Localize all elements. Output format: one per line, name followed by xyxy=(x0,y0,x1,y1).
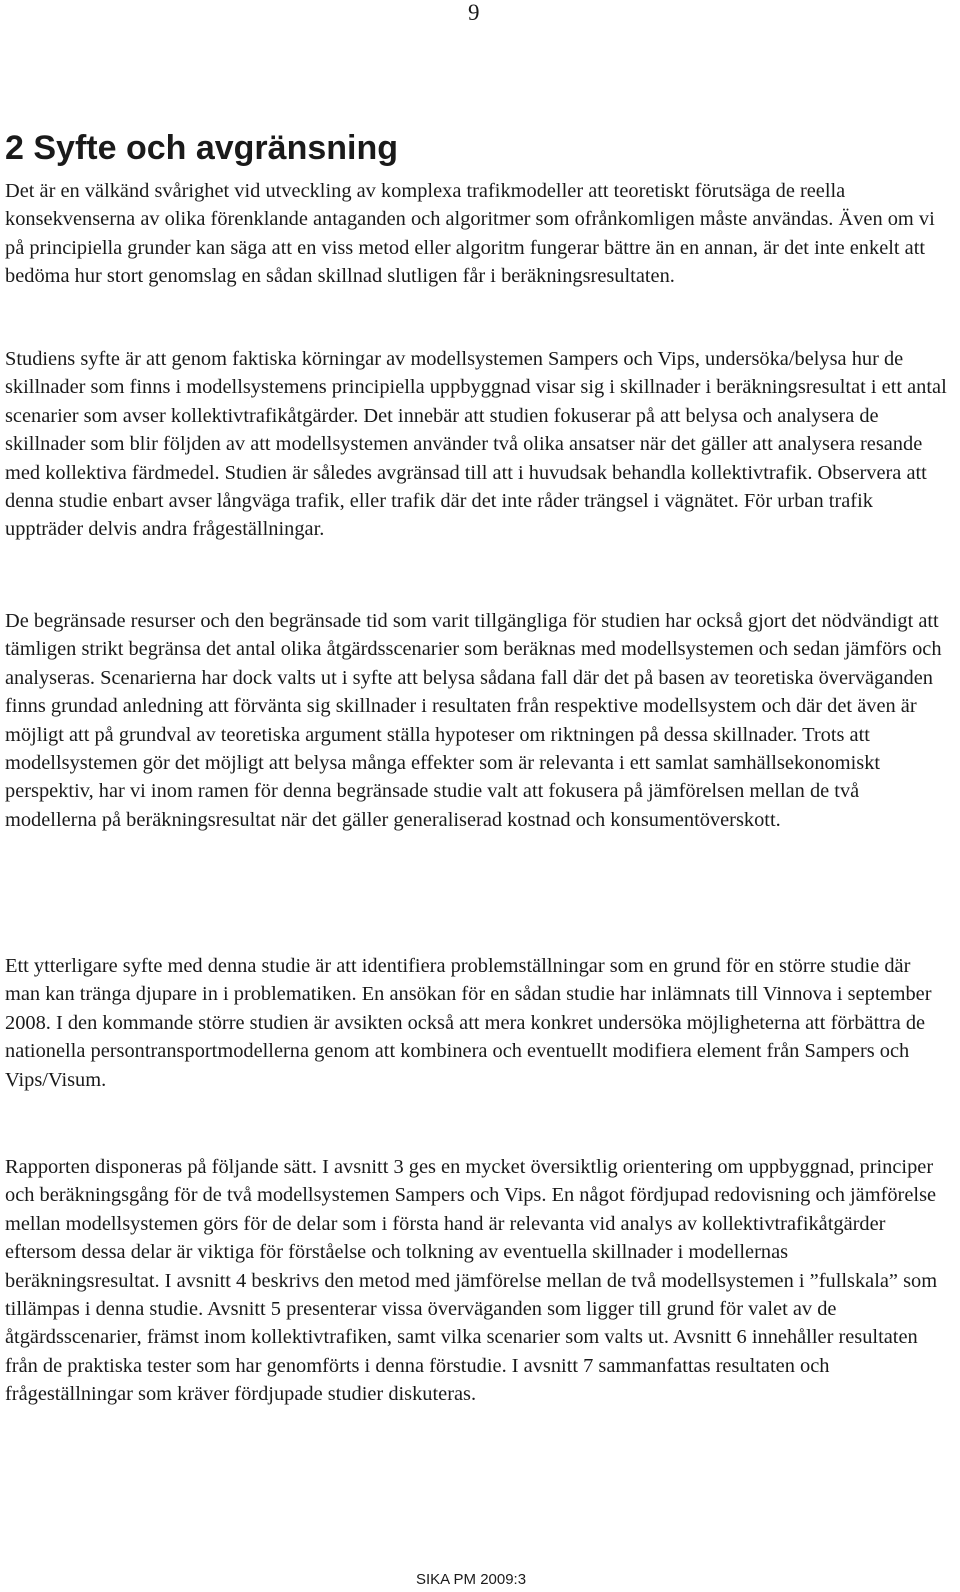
paragraph-report-outline: Rapporten disponeras på följande sätt. I avsnitt 3 ges en mycket översiktlig orientering om uppbyggnad, principer och beräkningsgång för de två modellsystemen Sampers och Vips. En något fördjupad redovisning och jämförelse mellan modellsystemen görs för de delar som i första hand är relevanta vid analys av kollektivtrafikåtgärder eftersom dessa delar är viktiga för förståelse och tolkning av eventuella skillnader i modellernas beräkningsresultat. I avsnitt 4 beskrivs den metod med jämförelse mellan de två modellsystemen i ”fullskala” som tillämpas i denna studie. Avsnitt 5 presenterar vissa överväganden som ligger till grund för valet av de åtgärdsscenarier, främst inom kollektivtrafiken, samt vilka scenarier som valts ut. Avsnitt 6 innehåller resultaten från de praktiska tester som har genomförts i denna förstudie. I avsnitt 7 sammanfattas resultaten och frågeställningar som kräver fördjupade studier diskuteras. xyxy=(5,1156,938,1406)
paragraph-limitations: De begränsade resurser och den begränsade tid som varit tillgängliga för studien har också gjort det nödvändigt att tämligen strikt begränsa det antal olika åtgärdsscenarier som beräknas med modellsystemen och sedan jämförs och analyseras. Scenarierna har dock valts ut i syfte att belysa sådana fall där det på basen av teoretiska överväganden finns grundad anledning att förvänta sig skillnader i resultaten från respektive modellsystem och där det även är möjligt att på grundval av teoretiska argument ställa hypoteser om riktningen på dessa skillnader. Trots att modellsystemen gör det möjligt att belysa många effekter som är relevanta i ett samlat samhällsekonomiskt perspektiv, har vi inom ramen för denna begränsade studie valt att fokusera på jämförelsen mellan de två modellerna på beräkningsresultat när det gäller generaliserad kostnad och konsumentöverskott. xyxy=(5,610,942,831)
paragraph-intro: Det är en välkänd svårighet vid utveckling av komplexa trafikmodeller att teoretiskt förutsäga de reella konsekvenserna av olika förenklande antaganden och algoritmer som ofrånkomligen måste användas. Även om vi på principiella grunder kan säga att en viss metod eller algoritm fungerar bättre än en annan, är det inte enkelt att bedöma hur stort genomslag en sådan skillnad slutligen får i beräkningsresultaten. xyxy=(5,180,935,288)
paragraph-purpose: Studiens syfte är att genom faktiska körningar av modellsystemen Sampers och Vips, undersöka/belysa hur de skillnader som finns i modellsystemens principiella uppbyggnad visar sig i skillnader i beräkningsresultat i ett antal scenarier som avser kollektivtrafikåtgärder. Det innebär att studien fokuserar på att belysa och analysera de skillnader som blir följden av att modellsystemen använder två olika ansatser när det gäller att analysera resande med kollektiva färdmedel. Studien är således avgränsad till att i huvudsak behandla kollektivtrafik. Observera att denna studie enbart avser långväga trafik, eller trafik där det inte råder trängsel i vägnätet. För urban trafik uppträder delvis andra frågeställningar. xyxy=(5,348,947,541)
paragraph-further-purpose: Ett ytterligare syfte med denna studie är att identifiera problemställningar som en grund för en större studie där man kan tränga djupare in i problematiken. En ansökan för en sådan studie har inlämnats till Vinnova i september 2008. I den kommande större studien är avsikten också att mera konkret undersöka möjligheterna att förbättra de nationella persontransportmodellerna genom att kombinera och eventuellt modifiera element från Sampers och Vips/Visum. xyxy=(5,955,932,1091)
section-heading: 2 Syfte och avgränsning xyxy=(5,129,398,167)
page-footer: SIKA PM 2009:3 xyxy=(416,1571,527,1588)
page-number: 9 xyxy=(468,0,480,25)
